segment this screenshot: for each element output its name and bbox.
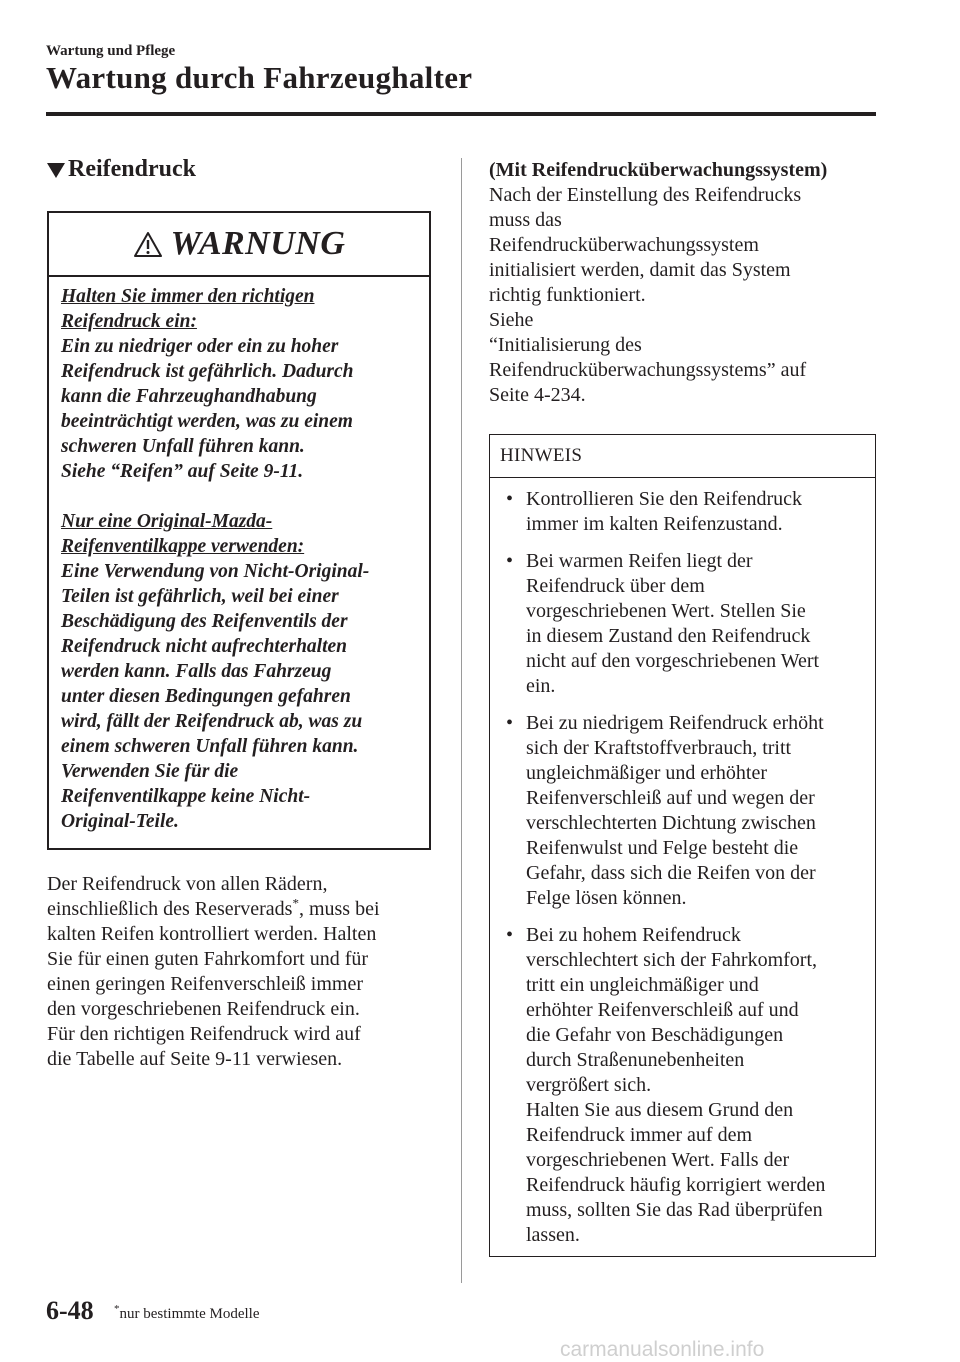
warning-line: Beschädigung des Reifenventils der [61, 611, 348, 632]
warning-header [49, 213, 429, 277]
note-item-text: Bei warmen Reifen liegt der Reifendruck über dem vorgeschriebenen Wert. Stellen Sie in diesem Zustand den Reifendruck nicht auf den vorgeschriebenen Wert ein. [526, 550, 820, 697]
note-item-text: Bei zu niedrigem Reifendruck erhöht sich der Kraftstoffverbrauch, tritt ungleichmäßiger und erhöhter Reifenverschleiß auf und wegen der verschlechterten Dichtung zwischen Reifenwulst und Felge besteht die Gefahr, dass sich die Reifen von der Felge lösen können. [526, 712, 824, 909]
note-item-text: Kontrollieren Sie den Reifendruck immer im kalten Reifenzustand. [526, 488, 803, 535]
tpms-paragraph [489, 158, 884, 408]
body-line-star [47, 897, 442, 922]
body-line: kalten Reifen kontrolliert werden. Halten [47, 923, 377, 945]
warning-line: Reifendruck nicht aufrechterhalten [61, 636, 348, 657]
bullet-icon: • [506, 550, 514, 572]
body-line: Der Reifendruck von allen Rädern, [47, 873, 328, 895]
page-title: Wartung durch Fahrzeughalter [46, 60, 473, 95]
column-divider [461, 158, 462, 1283]
bullet-icon: • [506, 712, 514, 734]
tpms-line: muss das [489, 209, 562, 231]
note-item [502, 487, 875, 537]
warning-line: wird, fällt der Reifendruck ab, was zu [61, 711, 363, 732]
warning-heading-1b: Reifendruck ein: [61, 311, 197, 332]
note-box [489, 434, 876, 1257]
section-heading [47, 156, 196, 183]
warning-line: Eine Verwendung von Nicht-Original- [61, 561, 370, 582]
tpms-heading: (Mit Reifendrucküberwachungssystem) [489, 159, 828, 181]
warning-line: Siehe “Reifen” auf Seite 9-11. [61, 461, 304, 482]
warning-line: Original-Teile. [61, 811, 179, 832]
bullet-icon: • [506, 924, 514, 946]
body-line: den vorgeschriebenen Reifendruck ein. [47, 998, 360, 1020]
warning-triangle-icon [133, 231, 163, 258]
warning-line: Reifendruck ist gefährlich. Dadurch [61, 361, 354, 382]
body-line: einen geringen Reifenverschleiß immer [47, 973, 363, 995]
star-marker: * [114, 1303, 120, 1315]
footnote-text: nur bestimmte Modelle [119, 1306, 260, 1322]
tpms-line: Nach der Einstellung des Reifendrucks [489, 184, 802, 206]
warning-line: Teilen ist gefährlich, weil bei einer [61, 586, 339, 607]
tpms-line: Seite 4-234. [489, 384, 586, 406]
note-item-text: Bei zu hohem Reifendruck verschlechtert sich der Fahrkomfort, tritt ein ungleichmäßiger und erhöhter Reifenverschleiß auf und die Gefahr von Beschädigungen durch Straßenunebenheiten vergrößert sich. Halten Sie aus diesem Grund den Reifendruck immer auf dem vorgeschriebenen Wert. Falls der Reifendruck häufig korrigiert werden muss, sollten Sie das Rad überprüfen lassen. [526, 924, 826, 1246]
tpms-line: initialisiert werden, damit das System [489, 259, 791, 281]
header-rule [46, 112, 876, 116]
note-item [502, 549, 875, 699]
warning-heading-2a: Nur eine Original-Mazda- [61, 511, 273, 532]
warning-line: unter diesen Bedingungen gefahren [61, 686, 351, 707]
warning-title: WARNUNG [170, 225, 346, 262]
warning-line: Verwenden Sie für die [61, 761, 239, 782]
tpms-line: “Initialisierung des [489, 334, 642, 356]
star-marker: * [292, 895, 299, 911]
warning-line: kann die Fahrzeughandhabung [61, 386, 317, 407]
body-paragraph [47, 872, 442, 1072]
tpms-line: Siehe [489, 309, 534, 331]
warning-line: Reifenventilkappe keine Nicht- [61, 786, 311, 807]
section-title: Reifendruck [68, 156, 196, 182]
tpms-line: richtig funktioniert. [489, 284, 646, 306]
warning-line: schweren Unfall führen kann. [61, 436, 305, 457]
warning-line: einem schweren Unfall führen kann. [61, 736, 359, 757]
warning-heading-1a: Halten Sie immer den richtigen [61, 286, 315, 307]
body-line: Für den richtigen Reifendruck wird auf [47, 1023, 361, 1045]
body-line-part: einschließlich des Reserverads [47, 898, 293, 920]
watermark: carmanualsonline.info [560, 1338, 765, 1361]
warning-box [47, 211, 431, 850]
warning-line: werden kann. Falls das Fahrzeug [61, 661, 332, 682]
warning-line: beeinträchtigt werden, was zu einem [61, 411, 353, 432]
note-list [490, 478, 875, 1248]
triangle-down-icon [47, 163, 65, 178]
footnote [114, 1303, 260, 1323]
tpms-line: Reifendrucküberwachungssystems” auf [489, 359, 807, 381]
warning-body [49, 277, 429, 834]
page-number: 6-48 [46, 1296, 94, 1325]
body-line: Sie für einen guten Fahrkomfort und für [47, 948, 369, 970]
body-line: die Tabelle auf Seite 9-11 verwiesen. [47, 1048, 343, 1070]
chapter-label: Wartung und Pflege [46, 43, 176, 59]
body-line-part: , muss bei [298, 898, 380, 920]
warning-heading-2b: Reifenventilkappe verwenden: [61, 536, 305, 557]
note-header: HINWEIS [490, 435, 875, 478]
warning-line: Ein zu niedriger oder ein zu hoher [61, 336, 339, 357]
note-item [502, 923, 875, 1248]
note-item [502, 711, 875, 911]
tpms-line: Reifendrucküberwachungssystem [489, 234, 759, 256]
bullet-icon: • [506, 488, 514, 510]
